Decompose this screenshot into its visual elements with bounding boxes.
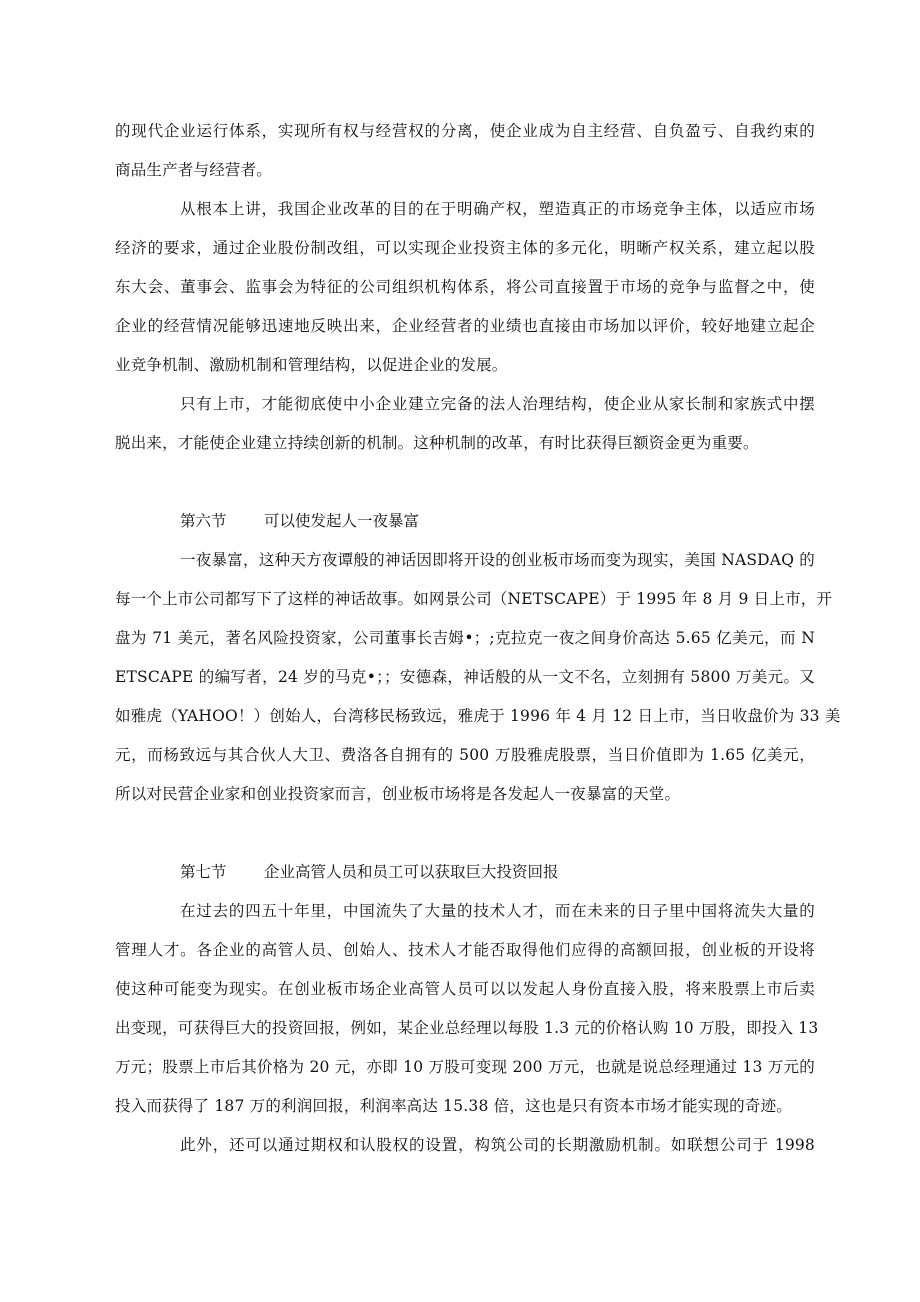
text-line: 企业的经营情况能够迅速地反映出来，企业经营者的业绩也直接由市场加以评价，较好地建立起企 [115, 317, 815, 335]
section-title: 企业高管人员和员工可以获取巨大投资回报 [264, 863, 559, 881]
text-line: 商品生产者与经营者。 [115, 161, 273, 179]
text-line: 脱出来，才能使企业建立持续创新的机制。这种机制的改革，有时比获得巨额资金更为重要。 [115, 434, 759, 452]
text-line: 在过去的四五十年里，中国流失了大量的技术人才，而在未来的日子里中国将流失大量的 [180, 902, 815, 920]
text-line: 的现代企业运行体系，实现所有权与经营权的分离，使企业成为自主经营、自负盈亏、自我约束的 [115, 122, 815, 140]
text-line: 此外，还可以通过期权和认股权的设置，构筑公司的长期激励机制。如联想公司于 1998 [180, 1136, 815, 1154]
text-line: 元，而杨致远与其合伙人大卫、费洛各自拥有的 500 万股雅虎股票，当日价值即为 1.65 亿美元， [115, 746, 815, 764]
text-line: 投入而获得了 187 万的利润回报，利润率高达 15.38 倍，这也是只有资本市场才能实现的奇迹。 [115, 1097, 792, 1115]
section-number: 第六节 [180, 512, 227, 530]
section-heading-6 [180, 511, 419, 531]
text-line: 只有上市，才能彻底使中小企业建立完备的法人治理结构，使企业从家长制和家族式中摆 [180, 395, 815, 413]
section-title: 可以使发起人一夜暴富 [264, 512, 420, 530]
text-line: 使这种可能变为现实。在创业板市场企业高管人员可以以发起人身份直接入股，将来股票上市后卖 [115, 980, 815, 998]
text-line: 出变现，可获得巨大的投资回报，例如，某企业总经理以每股 1.3 元的价格认购 10 万股，即投入 13 [115, 1019, 819, 1037]
text-line: 业竞争机制、激励机制和管理结构，以促进企业的发展。 [115, 356, 508, 374]
text-line: 如雅虎（YAHOO！）创始人，台湾移民杨致远，雅虎于 1996 年 4 月 12 日上市，当日收盘价为 33 美 [115, 707, 841, 725]
text-line: 每一个上市公司都写下了这样的神话故事。如网景公司（NETSCAPE）于 1995 年 8 月 9 日上市，开 [115, 590, 833, 608]
text-line: 所以对民营企业家和创业投资家而言，创业板市场将是各发起人一夜暴富的天堂。 [115, 785, 681, 803]
section-number: 第七节 [180, 863, 227, 881]
text-line: 万元；股票上市后其价格为 20 元，亦即 10 万股可变现 200 万元，也就是说总经理通过 13 万元的 [115, 1058, 815, 1076]
text-line: 管理人才。各企业的高管人员、创始人、技术人才能否取得他们应得的高额回报，创业板的开设将 [115, 941, 815, 959]
text-line: 盘为 71 美元，著名风险投资家，公司董事长吉姆•；;克拉克一夜之间身价高达 5.65 亿美元，而 N [115, 629, 815, 647]
text-line: 从根本上讲，我国企业改革的目的在于明确产权，塑造真正的市场竞争主体，以适应市场 [180, 200, 815, 218]
text-line: 一夜暴富，这种天方夜谭般的神话因即将开设的创业板市场而变为现实，美国 NASDAQ 的 [180, 551, 815, 569]
text-line: ETSCAPE 的编写者，24 岁的马克•；；安德森，神话般的从一文不名，立刻拥有 5800 万美元。又 [115, 668, 815, 686]
section-heading-7 [180, 862, 559, 882]
text-line: 东大会、董事会、监事会为特征的公司组织机构体系，将公司直接置于市场的竞争与监督之中，使 [115, 278, 815, 296]
text-line: 经济的要求，通过企业股份制改组，可以实现企业投资主体的多元化，明晰产权关系，建立起以股 [115, 239, 815, 257]
